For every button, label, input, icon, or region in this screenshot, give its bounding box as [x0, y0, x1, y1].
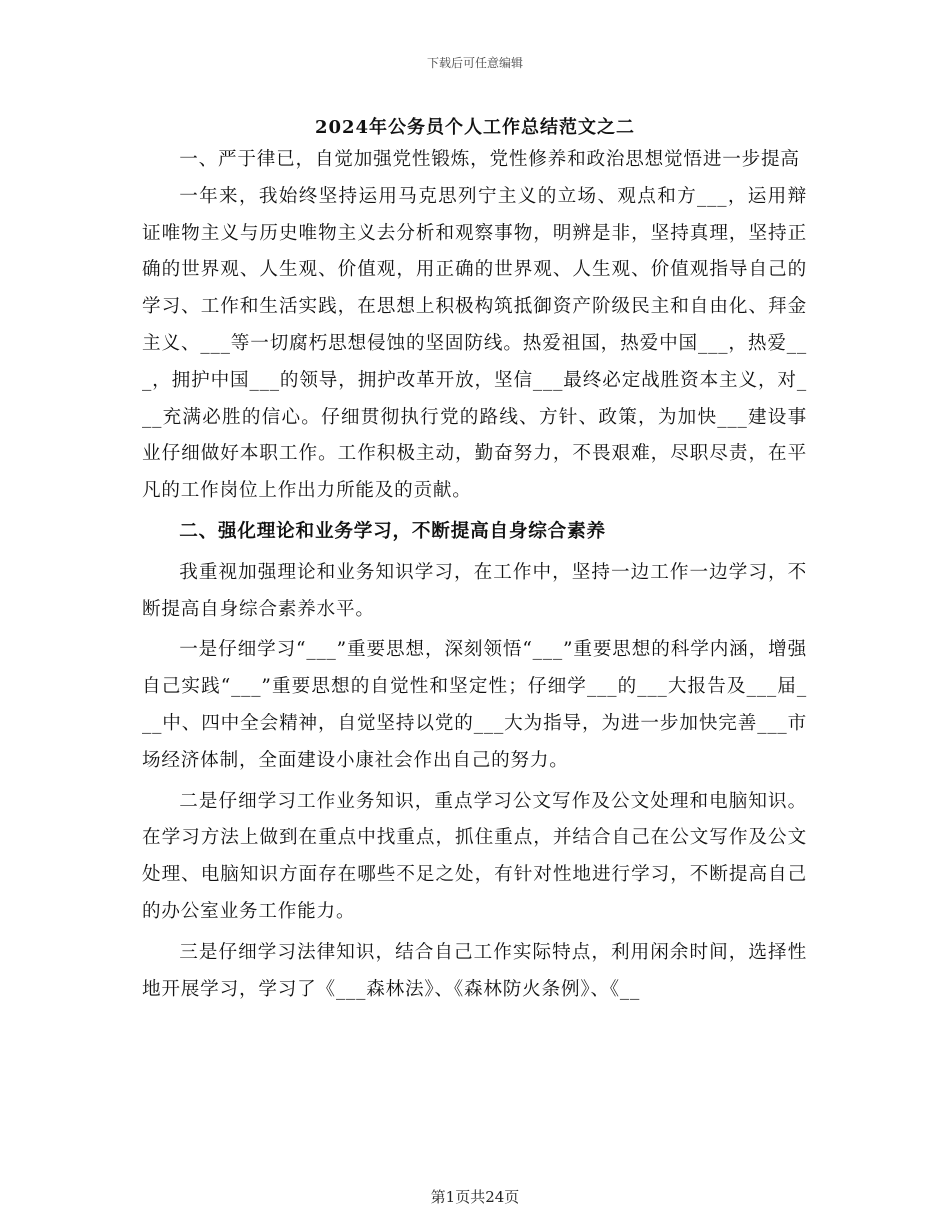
page-footer: 第1页共24页: [430, 1188, 520, 1206]
paragraph: 二是仔细学习工作业务知识，重点学习公文写作及公文处理和电脑知识。在学习方法上做到在重点中找重点，抓住重点，并结合自己在公文写作及公文处理、电脑知识方面存在哪些不足之处，有针对性地进行学习，不断提高自己的办公室业务工作能力。: [142, 790, 807, 922]
paragraph: 一年来，我始终坚持运用马克思列宁主义的立场、观点和方___，运用辩证唯物主义与历史唯物主义去分析和观察事物，明辨是非，坚持真理，坚持正确的世界观、人生观、价值观，用正确的世界观、人生观、价值观指导自己的学习、工作和生活实践，在思想上积极构筑抵御资产阶级民主和自由化、拜金主义、___等一切腐朽思想侵蚀的坚固防线。热爱祖国，热爱中国___，热爱___，拥护中国___的领导，拥护改革开放，坚信___最终必定战胜资本主义，对___充满必胜的信心。仔细贯彻执行党的路线、方针、政策，为加快___建设事业仔细做好本职工作。工作积极主动，勤奋努力，不畏艰难，尽职尽责，在平凡的工作岗位上作出力所能及的贡献。: [142, 185, 807, 502]
paragraph: 我重视加强理论和业务知识学习，在工作中，坚持一边工作一边学习，不断提高自身综合素养水平。: [142, 561, 807, 620]
paragraph: 三是仔细学习法律知识，结合自己工作实际特点，利用闲余时间，选择性地开展学习，学习了《___森林法》、《森林防火条例》、《__: [142, 941, 807, 1000]
section-heading-1: 一、严于律已，自觉加强党性锻炼，党性修养和政治思想觉悟进一步提高: [179, 149, 800, 170]
document-title: 2024年公务员个人工作总结范文之二: [314, 117, 636, 138]
paragraph: 一是仔细学习“___”重要思想，深刻领悟“___”重要思想的科学内涵，增强自己实践“___”重要思想的自觉性和坚定性；仔细学___的___大报告及___届___中、四中全会精神，自觉坚持以党的___大为指导，为进一步加快完善___市场经济体制，全面建设小康社会作出自己的努力。: [142, 639, 807, 771]
section-heading-2: 二、强化理论和业务学习，不断提高自身综合素养: [179, 520, 606, 542]
document-body: [142, 142, 807, 1008]
header-note: 下载后可任意编辑: [426, 56, 523, 70]
